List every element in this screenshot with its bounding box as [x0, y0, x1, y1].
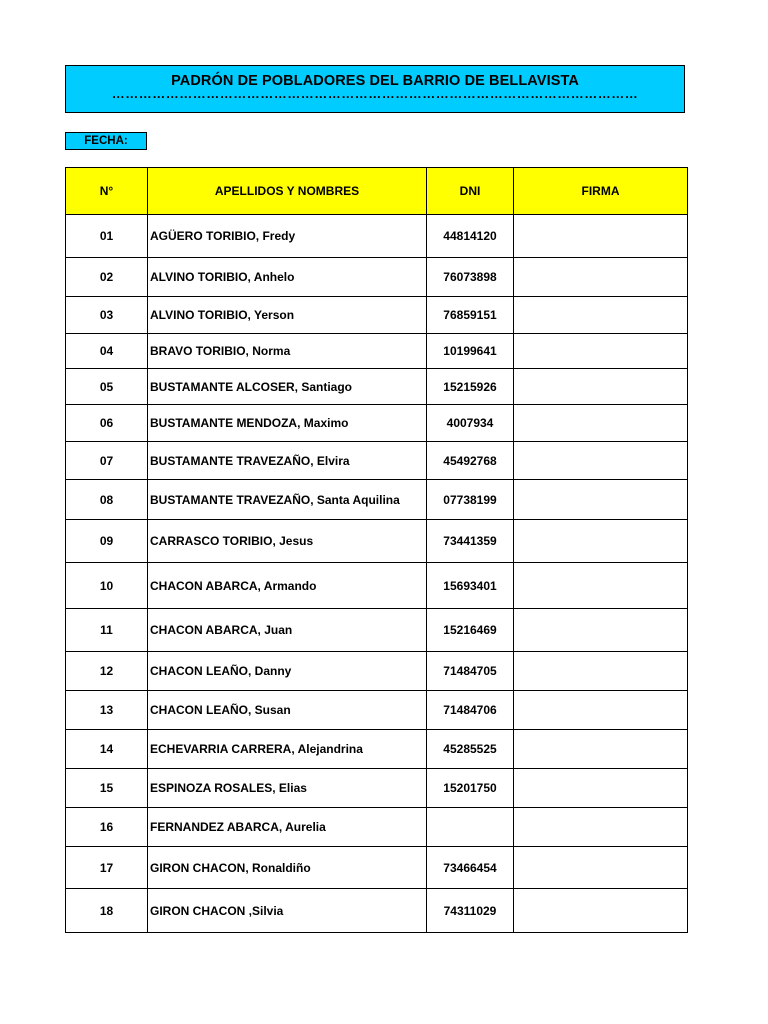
row-name: CHACON LEAÑO, Susan	[148, 691, 427, 730]
row-firma	[514, 889, 688, 933]
row-number: 08	[66, 480, 148, 520]
row-firma	[514, 769, 688, 808]
row-number: 17	[66, 847, 148, 889]
row-firma	[514, 334, 688, 369]
document-title-box	[65, 65, 685, 113]
row-name: ALVINO TORIBIO, Yerson	[148, 297, 427, 334]
row-name: CHACON ABARCA, Armando	[148, 563, 427, 609]
row-number: 11	[66, 609, 148, 652]
column-header-dni: DNI	[427, 168, 514, 215]
row-name: GIRON CHACON, Ronaldiño	[148, 847, 427, 889]
table-body	[66, 215, 688, 933]
table-row	[66, 405, 688, 442]
row-dni: 4007934	[427, 405, 514, 442]
residents-table	[65, 167, 688, 933]
row-dni: 44814120	[427, 215, 514, 258]
row-name: ESPINOZA ROSALES, Elias	[148, 769, 427, 808]
table-row	[66, 334, 688, 369]
row-number: 15	[66, 769, 148, 808]
row-name: ALVINO TORIBIO, Anhelo	[148, 258, 427, 297]
row-firma	[514, 405, 688, 442]
row-number: 01	[66, 215, 148, 258]
row-number: 03	[66, 297, 148, 334]
row-dni: 74311029	[427, 889, 514, 933]
row-name: AGÜERO TORIBIO, Fredy	[148, 215, 427, 258]
row-name: ECHEVARRIA CARRERA, Alejandrina	[148, 730, 427, 769]
table-row	[66, 808, 688, 847]
table-row	[66, 847, 688, 889]
row-firma	[514, 215, 688, 258]
row-dni: 45492768	[427, 442, 514, 480]
row-number: 06	[66, 405, 148, 442]
table-row	[66, 609, 688, 652]
row-firma	[514, 369, 688, 405]
column-header-name: APELLIDOS Y NOMBRES	[148, 168, 427, 215]
column-header-firma: FIRMA	[514, 168, 688, 215]
row-dni: 71484705	[427, 652, 514, 691]
table-row	[66, 520, 688, 563]
row-firma	[514, 808, 688, 847]
row-name: CARRASCO TORIBIO, Jesus	[148, 520, 427, 563]
row-dni	[427, 808, 514, 847]
row-firma	[514, 652, 688, 691]
row-number: 09	[66, 520, 148, 563]
row-name: BUSTAMANTE MENDOZA, Maximo	[148, 405, 427, 442]
row-dni: 15693401	[427, 563, 514, 609]
table-row	[66, 730, 688, 769]
title-dotted-line: ………………………………………………………………………………………………………	[111, 86, 639, 101]
row-firma	[514, 297, 688, 334]
row-name: FERNANDEZ ABARCA, Aurelia	[148, 808, 427, 847]
row-number: 02	[66, 258, 148, 297]
row-firma	[514, 691, 688, 730]
row-dni: 76073898	[427, 258, 514, 297]
row-number: 07	[66, 442, 148, 480]
row-number: 16	[66, 808, 148, 847]
row-name: BUSTAMANTE ALCOSER, Santiago	[148, 369, 427, 405]
row-dni: 15201750	[427, 769, 514, 808]
row-name: BUSTAMANTE TRAVEZAÑO, Elvira	[148, 442, 427, 480]
table-row	[66, 297, 688, 334]
row-firma	[514, 442, 688, 480]
row-firma	[514, 563, 688, 609]
table-row	[66, 889, 688, 933]
row-number: 05	[66, 369, 148, 405]
row-number: 04	[66, 334, 148, 369]
table-row	[66, 563, 688, 609]
table-row	[66, 480, 688, 520]
table-row	[66, 442, 688, 480]
row-name: BUSTAMANTE TRAVEZAÑO, Santa Aquilina	[148, 480, 427, 520]
row-dni: 10199641	[427, 334, 514, 369]
row-number: 18	[66, 889, 148, 933]
document-title: PADRÓN DE POBLADORES DEL BARRIO DE BELLAVISTA	[171, 73, 579, 89]
row-firma	[514, 609, 688, 652]
table-row	[66, 369, 688, 405]
row-dni: 71484706	[427, 691, 514, 730]
row-dni: 15215926	[427, 369, 514, 405]
row-number: 12	[66, 652, 148, 691]
table-row	[66, 215, 688, 258]
row-name: CHACON ABARCA, Juan	[148, 609, 427, 652]
row-firma	[514, 520, 688, 563]
row-dni: 76859151	[427, 297, 514, 334]
table-row	[66, 258, 688, 297]
row-dni: 73466454	[427, 847, 514, 889]
row-number: 14	[66, 730, 148, 769]
row-dni: 73441359	[427, 520, 514, 563]
row-name: CHACON LEAÑO, Danny	[148, 652, 427, 691]
table-row	[66, 652, 688, 691]
row-name: BRAVO TORIBIO, Norma	[148, 334, 427, 369]
row-dni: 45285525	[427, 730, 514, 769]
row-number: 13	[66, 691, 148, 730]
row-firma	[514, 258, 688, 297]
table-row	[66, 769, 688, 808]
table-row	[66, 691, 688, 730]
row-firma	[514, 847, 688, 889]
row-dni: 07738199	[427, 480, 514, 520]
row-firma	[514, 480, 688, 520]
row-firma	[514, 730, 688, 769]
row-number: 10	[66, 563, 148, 609]
column-header-number: N°	[66, 168, 148, 215]
table-header-row	[66, 168, 688, 215]
fecha-label: FECHA:	[65, 132, 147, 150]
row-name: GIRON CHACON ,Silvia	[148, 889, 427, 933]
row-dni: 15216469	[427, 609, 514, 652]
